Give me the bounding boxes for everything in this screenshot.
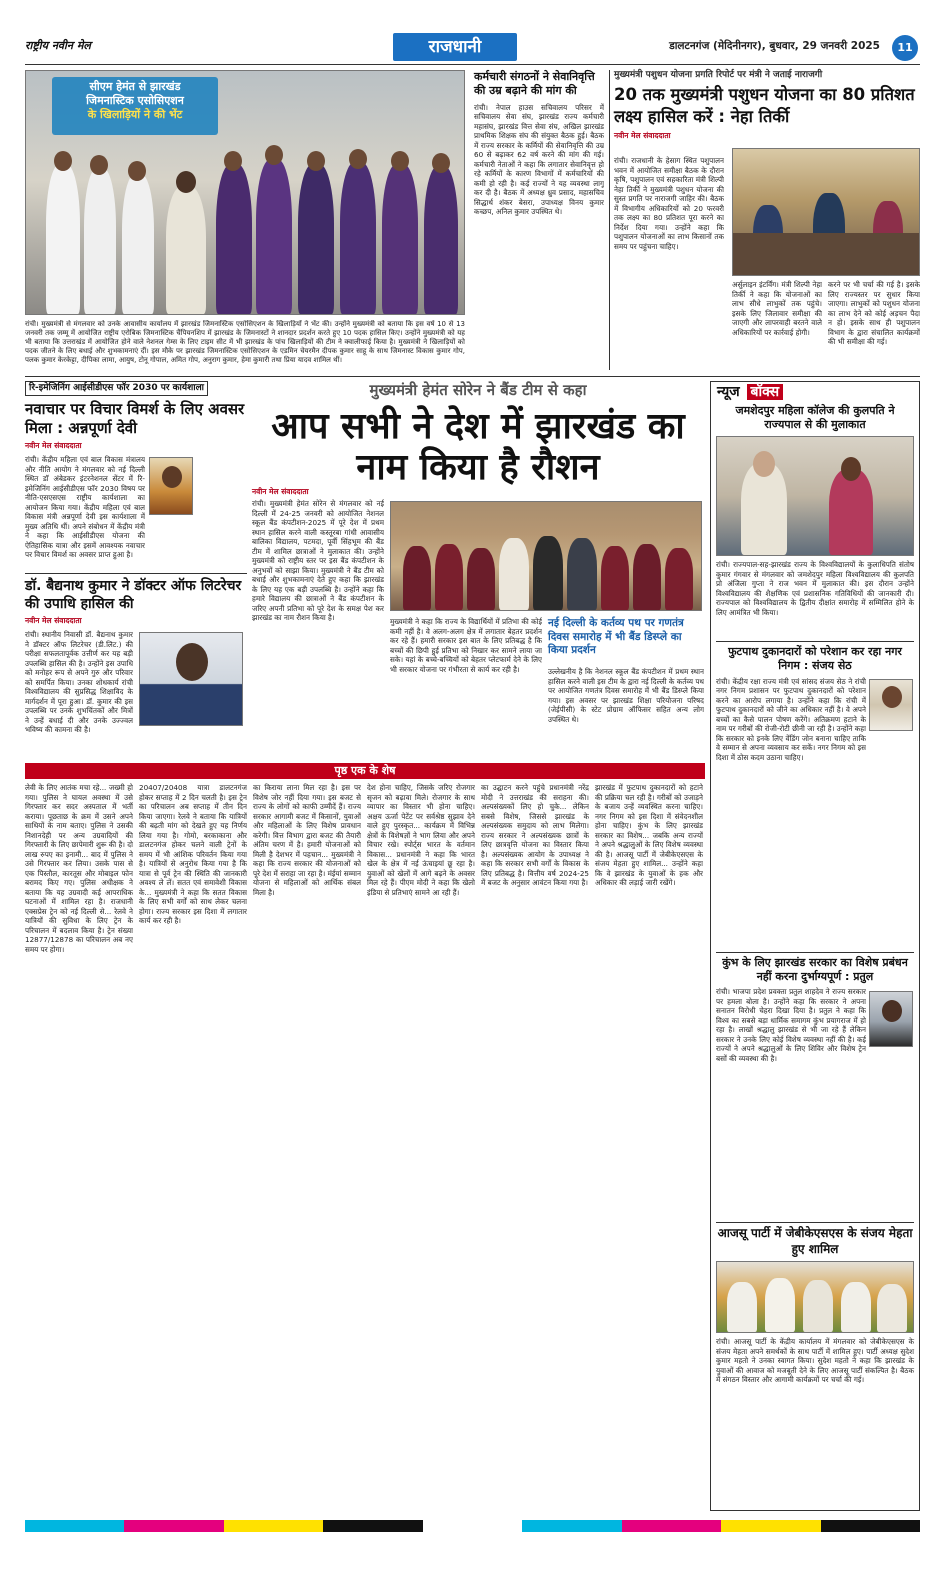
sanjay-seth-photo xyxy=(869,679,913,731)
page-number xyxy=(892,35,918,61)
sesh-column-5: का उद्घाटन करने पहुंचे प्रधानमंत्री नरेंद्र मोदी ने उत्तराखंड की सराहना की। अल्पसंख्यकों लिए हो चुके... लेकिन सबसे विशेष, जिससे झारखंड के अल्पसंख्यक समुदाय को लाभ मिलेगा। राज्य सरकार ने अल्पसंख्यक छात्रों के लिए छात्रवृत्ति योजना का विस्तार किया है। अल्पसंख्यक आयोग के उपाध्यक्ष ने कहा कि सरकार सभी वर्गों के विकास के लिए प्रतिबद्ध है। वित्तीय वर्ष 2024-25 में बजट के अनुसार आवंटन किया गया है। xyxy=(481,783,589,887)
band-byline: नवीन मेल संवाददाता xyxy=(252,487,309,496)
section-tab xyxy=(393,33,517,61)
news-box-item1-headline: जमशेदपुर महिला कॉलेज की कुलपति ने राज्यपाल से की मुलाकात xyxy=(735,403,895,431)
ajsu-photo xyxy=(716,1261,914,1333)
navachar-story xyxy=(25,381,247,571)
overlay-line-3: के खिलाड़ियों ने की भेंट xyxy=(87,107,183,121)
karmachari-story xyxy=(474,70,604,370)
navachar-body: रांची। केंद्रीय महिला एवं बाल विकास मंत्रालय और नीति आयोग ने मंगलवार को नई दिल्ली स्थित डॉ अंबेडकर इंटरनेशनल सेंटर में रि-इमेजिनिंग आईसीडीएस फॉर 2030 विषय पर नीति-एसएसएस राष्ट्रीय कार्यशाला का आयोजन किया गया। केंद्रीय महिला एवं बाल विकास मंत्री अन्नपूर्णा देवी इस कार्यशाला में मुख्य अतिथि थीं। अपने संबोधन में केंद्रीय मंत्री ने कहा कि आईसीडीएस योजना की ऐतिहासिक यात्रा और इसमें आवश्यक नवाचार पर विचार विमर्श का अवसर प्राप्त हुआ है। xyxy=(25,455,145,559)
news-box-item3-headline: कुंभ के लिए झारखंड सरकार का विशेष प्रबंधन नहीं करना दुर्भाग्यपूर्ण : प्रतुल xyxy=(722,955,908,983)
pratul-photo xyxy=(869,991,913,1047)
band-sub-body: उल्लेखनीय है कि नेशनल स्कूल बैंड कंपटीशन में प्रथम स्थान हासिल करने वाली इस टीम के द्वारा नई दिल्ली के कर्तव्य पथ पर आयोजित गणतंत्र दिवस समारोह में भी बैंड डिस्प्ले किया गया। इस अवसर पर झारखंड शिक्षा परियोजना परिषद (जेईपीसी) के स्टेट प्रोग्राम ऑफिसर सहित अन्य लोग उपस्थित थे। xyxy=(548,667,704,724)
governor-meeting-photo xyxy=(716,436,914,556)
annapurna-photo xyxy=(149,457,193,515)
band-sub-headline: नई दिल्ली के कर्तव्य पथ पर गणतंत्र दिवस समारोह में भी बैंड डिस्प्ले का किया प्रदर्शन xyxy=(548,617,684,657)
news-box-item1-body: रांची। राज्यपाल-सह-झारखंड राज्य के विश्वविद्यालयों के कुलाधिपति संतोष कुमार गंगवार से मंगलवार को जमशेदपुर महिला विश्वविद्यालय की कुलपति प्रो अंजिला गुप्ता ने राज भवन में मुलाकात की। इस दौरान उन्होंने विश्वविद्यालय की शैक्षणिक एवं प्रशासनिक गतिविधियों की जानकारी दी। राज्यपाल को विश्वविद्यालय के द्वितीय दीक्षांत समारोह में सम्मिलित होने के लिए आमंत्रित भी किया। xyxy=(716,560,914,617)
navachar-kicker-box xyxy=(25,381,208,396)
news-box-item2 xyxy=(711,677,919,949)
sesh-banner-label: पृष्ठ एक के शेष xyxy=(334,764,396,777)
news-box-header xyxy=(711,382,919,404)
baidyanath-photo xyxy=(139,632,243,726)
news-box-item3-body: रांची। भाजपा प्रदेश प्रवक्ता प्रतुल शाहदेव ने राज्य सरकार पर हमला बोला है। उन्होंने कहा कि सरकार ने अपना सनातन विरोधी चेहरा दिखा दिया है। प्रतुल ने कहा कि विश्व का सबसे बड़ा धार्मिक समागम कुंभ प्रयागराज में हो रहा है। लाखों श्रद्धालु झारखंड से भी जा रहे हैं लेकिन सरकार ने उनके लिए कोई विशेष व्यवस्था नहीं की है। कई राज्यों ने अपने श्रद्धालुओं के लिए शिविर और विशेष ट्रेन बसों की व्यवस्था की है। xyxy=(716,987,866,1063)
navachar-kicker: रि-इमेजिनिंग आईसीडीएस फॉर 2030 पर कार्यशाला xyxy=(29,383,204,393)
news-box-rule-2 xyxy=(716,952,914,953)
dateline: डालटनगंज (मेदिनीनगर), बुधवार, 29 जनवरी 2025 xyxy=(669,40,880,52)
page-number-label: 11 xyxy=(897,41,913,54)
news-box-item2-headline: फुटपाथ दुकानदारों को परेशान कर रहा नगर निगम : संजय सेठ xyxy=(728,645,902,673)
news-box-item2-body: रांची। केंद्रीय रक्षा राज्य मंत्री एवं सांसद संजय सेठ ने रांची नगर निगम प्रशासन पर फुटपाथ दुकानदारों को परेशान करने का आरोप लगाया है। उन्होंने कहा कि रांची में फुटपाथ दुकानदारों को जीने का अधिकार नहीं है। वे अपने बच्चों का कैसे पालन पोषण करेंगे। अतिक्रमण हटाने के नाम पर गरीबों की रोजी-रोटी छीनी जा रही है। उन्होंने कहा कि सरकार को इनके लिए वेंडिंग जोन बनाना चाहिए ताकि वे सम्मान से अपना व्यवसाय कर सकें। नगर निगम को इस दिशा में ठोस कदम उठाना चाहिए। xyxy=(716,676,866,762)
overlay-line-1: सीएम हेमंत से झारखंड xyxy=(89,80,181,93)
news-box-item4-body: रांची। आजसू पार्टी के केंद्रीय कार्यालय में मंगलवार को जेबीकेएसएस के संजय मेहता अपने समर्थकों के साथ पार्टी में शामिल हुए। पार्टी अध्यक्ष सुदेश कुमार महतो ने उनका स्वागत किया। सुदेश महतो ने कहा कि झारखंड के युवाओं की आवाज को मजबूती देने के लिए आजसू पार्टी संकल्पित है। बैठक में संगठन विस्तार और आगामी कार्यक्रमों पर चर्चा की गई। xyxy=(716,1337,914,1385)
karmachari-headline: कर्मचारी संगठनों ने सेवानिवृत्ति की उम्र बढ़ाने की मांग की xyxy=(474,70,595,98)
pashudhan-body-2: अर्सुलाइन इंटर्विंग। मंत्री शिल्पी नेहा तिर्की ने कहा कि योजनाओं का लाभ सीधे लाभुकों तक पहुंचे। इसके लिए जिलावार समीक्षा की जाएगी और लापरवाही बरतने वाले अधिकारियों पर कार्रवाई होगी। xyxy=(732,280,822,337)
pashudhan-byline: नवीन मेल संवाददाता xyxy=(614,131,671,141)
news-box-item3 xyxy=(711,987,919,1219)
sesh-column-1: लेवी के लिए आतंक मचा रहे... जख्मी हो गया। पुलिस ने घायल अवस्था में उसे गिरफ्तार कर सदर अस्पताल में भर्ती कराया। पूछताछ के क्रम में उसने अपने साथियों के नाम बताए। पुलिस ने उसकी निशानदेही पर अन्य उग्रवादियों की गिरफ्तारी के लिए छापेमारी शुरू की है। दो लाख रुपए का इनामी... बाद में पुलिस ने उसे गिरफ्तार कर लिया। उसके पास से एक पिस्तौल, कारतूस और मोबाइल फोन बरामद किए गए। पुलिस अधीक्षक ने बताया कि यह उग्रवादी कई आपराधिक घटनाओं में शामिल रहा है। राजधानी एक्सप्रेस ट्रेन को नई दिल्ली से... रेलवे ने यात्रियों की सुविधा के लिए ट्रेन के परिचालन में बदलाव किया है। ट्रेन संख्या 12877/12878 का परिचालन अब नए समय पर होगा। xyxy=(25,783,133,954)
gymnastics-photo xyxy=(25,70,465,315)
sesh-column-4: देश होना चाहिए, जिसके जरिए रोजगार सृजन को बढ़ावा मिले। रोजगार के साथ व्यापार का विस्तार भी होना चाहिए। अक्षय ऊर्जा पेटेंट पर सर्वश्रेष्ठ सुझाव देने वाले हुए पुरस्कृत... कार्यक्रम में विभिन्न क्षेत्रों के विशेषज्ञों ने भाग लिया और अपने विचार रखे। स्पोर्ट्स भारत के वर्तमान विकास... प्रधानमंत्री ने कहा कि भारत खेल के क्षेत्र में नई ऊंचाइयां छू रहा है। युवाओं को खेलों में आगे बढ़ने के अवसर मिल रहे हैं। पीएम मोदी ने कहा कि खेलो इंडिया से प्रतिभाएं सामने आ रही हैं। xyxy=(367,783,475,897)
band-headline: आप सभी ने देश में झारखंड का नाम किया है रौशन xyxy=(271,405,685,489)
news-box-label-left: न्यूज xyxy=(717,384,740,400)
band-kicker: मुख्यमंत्री हेमंत सोरेन ने बैंड टीम से कहा xyxy=(369,381,587,399)
news-box-label-right: बॉक्स xyxy=(747,384,784,400)
top-section-rule xyxy=(25,376,920,377)
news-box-rule-3 xyxy=(716,1222,914,1223)
news-box-column xyxy=(710,381,920,1511)
baidyanath-byline: नवीन मेल संवाददाता xyxy=(25,616,82,625)
print-registration-bar xyxy=(25,1520,920,1532)
baidyanath-body: रांची। स्थानीय निवासी डॉ. बैद्यनाथ कुमार ने डॉक्टर ऑफ लिटरेचर (डी.लिट.) की परीक्षा सफलतापूर्वक उत्तीर्ण कर यह बड़ी उपलब्धि हासिल की है। उन्होंने इस उपाधि को मनोहर रूप से अपने गुरु और परिवार को समर्पित किया। उनका शोधकार्य रांची विश्वविद्यालय की सुप्रसिद्ध शिक्षाविद के मार्गदर्शन में पूरा हुआ। डॉ. कुमार की इस उपलब्धि पर उनके शुभचिंतकों और मित्रों ने उन्हें बधाई दी और उनके उज्ज्वल भविष्य की कामना की है। xyxy=(25,630,133,734)
baidyanath-headline: डॉ. बैद्यनाथ कुमार ने डॉक्टर ऑफ लिटरेचर की उपाधि हासिल की xyxy=(25,578,242,612)
baidyanath-story xyxy=(25,578,247,758)
masthead-rule xyxy=(25,64,920,65)
pashudhan-headline: 20 तक मुख्यमंत्री पशुधन योजना का 80 प्रतिशत लक्ष्य हासिल करें : नेहा तिर्की xyxy=(614,85,915,126)
pashudhan-kicker: मुख्यमंत्री पशुधन योजना प्रगति रिपोर्ट पर मंत्री ने जताई नाराजगी xyxy=(614,70,823,80)
sesh-column-3: का किराया लाना मिल रहा है। इस पर विशेष जोर नहीं दिया गया। इस बजट से राज्य के लोगों को काफी उम्मीदें हैं। राज्य सरकार आगामी बजट में किसानों, युवाओं और महिलाओं के लिए विशेष प्रावधान करेगी। वित्त विभाग द्वारा बजट की तैयारी अंतिम चरण में है। हमारी योजनाओं को मिली है देशभर में पहचान... मुख्यमंत्री ने कहा कि राज्य सरकार की योजनाओं को पूरे देश में सराहा जा रहा है। मंईयां सम्मान योजना से महिलाओं को आर्थिक संबल मिला है। xyxy=(253,783,361,897)
news-box-rule-1 xyxy=(716,641,914,642)
sesh-column-2: 20407/20408 यात्रा डालटनगंज होकर सप्ताह में 2 दिन चलती है। इस ट्रेन का परिचालन अब सप्ताह में तीन दिन किया जाएगा। रेलवे ने बताया कि यात्रियों की बढ़ती मांग को देखते हुए यह निर्णय लिया गया है। गोमो, बरकाकाना और डालटनगंज होकर चलने वाली ट्रेनों के समय में भी आंशिक परिवर्तन किया गया है। यात्रियों से अनुरोध किया गया है कि यात्रा से पूर्व ट्रेन की स्थिति की जानकारी अवश्य ले लें। सतत एवं समावेशी विकास के... मुख्यमंत्री ने कहा कि सतत विकास के लिए सभी वर्गों को साथ लेकर चलना होगा। राज्य सरकार इस दिशा में लगातार कार्य कर रही है। xyxy=(139,783,247,925)
band-body-2: मुख्यमंत्री ने कहा कि राज्य के विद्यार्थियों में प्रतिभा की कोई कमी नहीं है। वे अलग-अलग क्षेत्र में लगातार बेहतर प्रदर्शन कर रहे हैं। हमारी सरकार इस बात के लिए प्रतिबद्ध है कि बच्चों की छिपी हुई प्रतिभा को निखार कर सामने लाया जा सके। यहां के बच्चे-बच्चियों को बेहतर प्लेटफार्म देने के लिए भी सरकार योजना पर गंभीरता से कार्य कर रही है। xyxy=(390,617,542,674)
karmachari-body: रांची। नेपाल हाउस सचिवालय परिसर में सचिवालय सेवा संघ, झारखंड राज्य कर्मचारी महासंघ, झारखंड वित्त सेवा संघ, अखिल झारखंड प्राथमिक शिक्षक संघ की संयुक्त बैठक हुई। बैठक में राज्य सरकार के कर्मियों की सेवानिवृत्ति की उम्र 60 से बढ़ाकर 62 वर्ष करने की मांग की गई। कर्मचारी नेताओं ने कहा कि लगातार सेवानिवृत्त हो रहे कर्मियों के कारण विभागों में कर्मचारियों की कमी हो रही है। कई राज्यों ने यह व्यवस्था लागू कर दी है। बैठक में अध्यक्ष ध्रुव प्रसाद, महासचिव सिद्धार्थ शंकर बेसरा, उपाध्यक्ष विनय कुमार कच्छप, अनिल कुमार उपस्थित थे। xyxy=(474,102,604,217)
navachar-rule xyxy=(25,573,247,574)
sesh-banner xyxy=(25,763,705,779)
news-box-item4-headline: आजसू पार्टी में जेबीकेएसएस के संजय मेहता हुए शामिल xyxy=(717,1226,913,1256)
pashudhan-body: रांची। राजधानी के हेसाग स्थित पशुपालन भवन में आयोजित समीक्षा बैठक के दौरान कृषि, पशुपालन एवं सहकारिता मंत्री शिल्पी नेहा तिर्की ने मुख्यमंत्री पशुधन योजना की सुस्त प्रगति पर नाराजगी जाहिर की। बैठक में विभागीय अधिकारियों को 20 फरवरी तक लक्ष्य का 80 प्रतिशत पूरा करने का निर्देश दिया गया। उन्होंने कहा कि पशुपालन योजनाओं का लाभ किसानों तक समय पर पहुंचना चाहिए। xyxy=(614,156,724,251)
pashudhan-photo xyxy=(732,148,920,276)
navachar-byline: नवीन मेल संवाददाता xyxy=(25,440,82,450)
band-body: रांची। मुख्यमंत्री हेमंत सोरेन से मंगलवार को नई दिल्ली में 24-25 जनवरी को आयोजित नेशनल स्कूल बैंड कंपटीशन-2025 में पूरे देश में प्रथम स्थान हासिल करने वाली कस्तूरबा गांधी आवासीय बालिका विद्यालय, पटमदा, पूर्वी सिंहभूम की बैंड टीम में शामिल छात्राओं ने मुलाकात की। उन्होंने मुख्यमंत्री को राष्ट्रीय स्तर पर इस बैंड कंपटीशन के अनुभवों को साझा किया। मुख्यमंत्री ने बैंड टीम को बधाई और शुभकामनाएं देते हुए कहा कि झारखंड के लिए यह एक बड़ी उपलब्धि है। उन्होंने कहा कि हमारे विद्यालय की छात्राओं ने बैंड कंपटीशन के जरिए अपनी प्रतिभा को पूरे देश के समक्ष पेश कर झारखंड का नाम रौशन किया है। xyxy=(252,499,384,622)
pashudhan-body-3: करने पर भी चर्चा की गई है। इसके लिए राज्यस्तर पर सुधार किया जाएगा। लाभुकों को पशुधन योजना का लाभ देने को कोई अड़चन पैदा न हो। इसके साथ ही पशुपालन विभाग के द्वारा संचालित कार्यक्रमों की भी समीक्षा की गई। xyxy=(828,280,920,346)
masthead-logo: राष्ट्रीय नवीन मेल xyxy=(25,39,91,52)
band-photo xyxy=(390,501,702,611)
band-story xyxy=(252,381,704,759)
navachar-headline: नवाचार पर विचार विमर्श के लिए अवसर मिला : अन्नपूर्णा देवी xyxy=(25,400,245,437)
gymnastics-overlay xyxy=(52,77,218,135)
sesh-column-6: झारखंड में फुटपाथ दुकानदारों को हटाने की प्रक्रिया चल रही है। गरीबों को उजाड़ने के बजाय उन्हें व्यवस्थित करना चाहिए। नगर निगम को इस दिशा में संवेदनशील होना चाहिए। कुंभ के लिए झारखंड सरकार का विशेष... जबकि अन्य राज्यों ने अपने श्रद्धालुओं के लिए विशेष व्यवस्था की है। आजसू पार्टी में जेबीकेएसएस के संजय मेहता हुए शामिल... उन्होंने कहा कि वे झारखंड के युवाओं के हक और अधिकार की लड़ाई जारी रखेंगे। xyxy=(595,783,703,887)
section-title: राजधानी xyxy=(428,37,482,57)
gymnastics-caption: रांची। मुख्यमंत्री से मंगलवार को उनके आवासीय कार्यालय में झारखंड जिमनास्टिक एसोसिएशन के खिलाड़ियों ने भेंट की। उन्होंने मुख्यमंत्री को बताया कि इस वर्ष 10 से 13 जनवरी तक जम्मू में आयोजित राष्ट्रीय एरोबिक जिमनास्टिक चैंपियनशिप में झारखंड के जिमनास्टों ने शानदार प्रदर्शन करते हुए 10 पदक हासिल किए। उन्होंने मुख्यमंत्री को यह भी बताया कि उत्तराखंड में आयोजित होने वाले नेशनल गेम्स के लिए टाइम सीट में भी झारखंड के पांच खिलाड़ियों की टीम ने क्वालीफाई किया है। मुख्यमंत्री ने खिलाड़ियों को पदक जीतने के लिए बधाई और शुभकामनाएं दीं। इस मौके पर झारखंड जिमनास्टिक एसोसिएशन के एडमिन चेयरमैन दीपक कुमार साहू के साथ जिमनास्ट विकास कुमार गोप, पलक कुमार केरकेट्टा, दीपिका लामा, आयुष, टोनू गोपाल, अमित गोप, अनुराग कुमार, हेमा कुमारी तथा प्रिया यादव शामिल थीं। xyxy=(25,320,465,365)
pashudhan-story xyxy=(614,70,920,370)
masthead xyxy=(25,33,920,63)
overlay-line-2: जिमनास्टिक एसोसिएशन xyxy=(86,93,184,107)
column-divider xyxy=(609,70,610,370)
